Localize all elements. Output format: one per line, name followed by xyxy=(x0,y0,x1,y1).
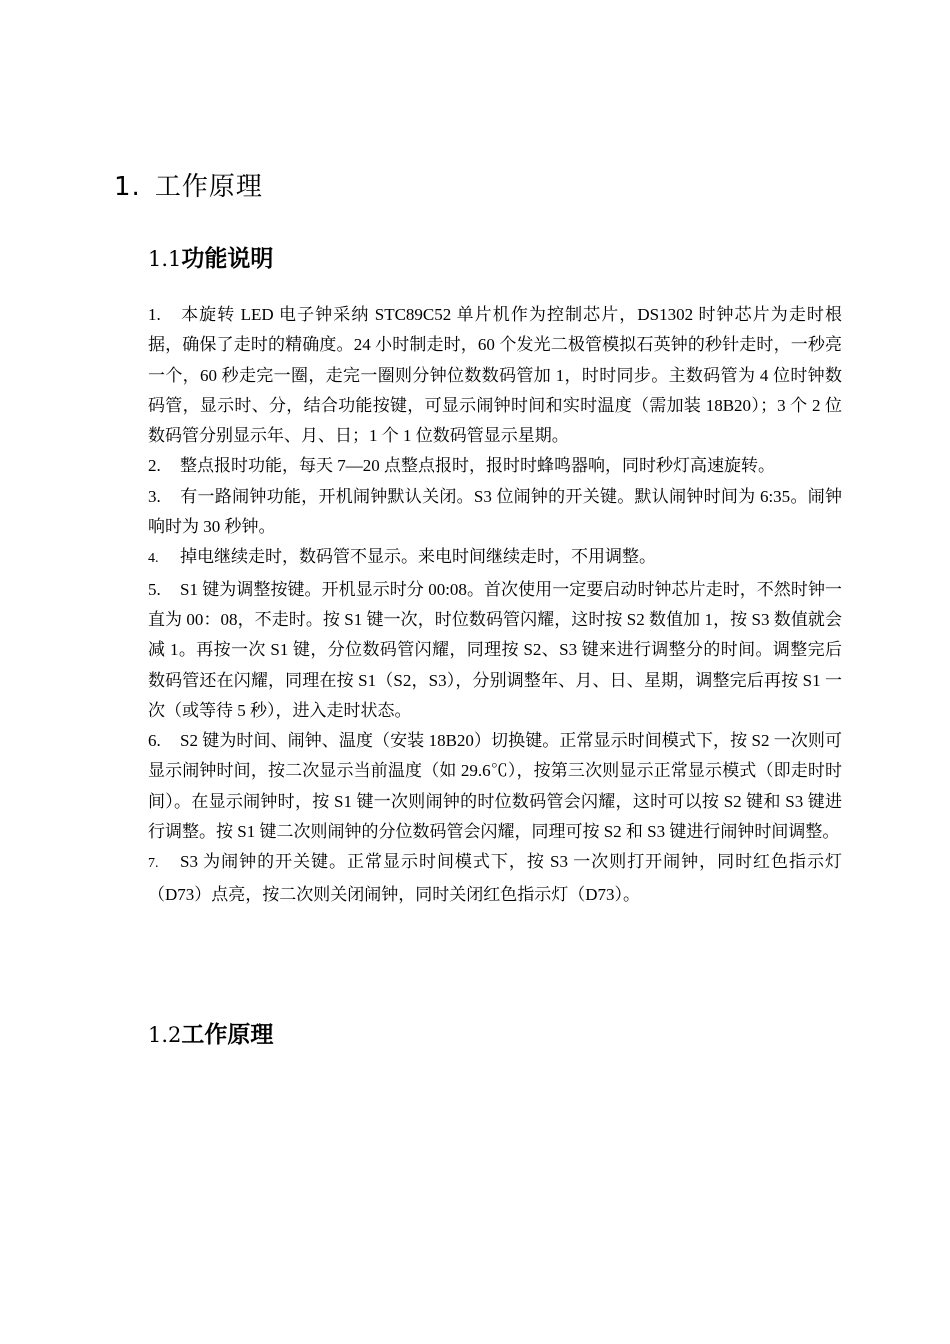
function-description xyxy=(148,300,842,910)
list-item-number: 4. xyxy=(148,551,159,567)
list-item xyxy=(148,451,842,481)
section-heading-1-1 xyxy=(148,240,273,273)
list-item-text: 掉电继续走时，数码管不显示。来电时间继续走时，不用调整。 xyxy=(180,547,656,567)
list-item xyxy=(148,847,842,910)
list-item-text: 本旋转 LED 电子钟采纳 STC89C52 单片机作为控制芯片，DS1302 时钟芯片为走时根据，确保了走时的精确度。24 小时制走时，60 个发光二极管模拟石英钟的秒针走时，一秒亮一个，60 秒走完一圈，走完一圈则分钟位数数码管加 1，时时同步。主数码管为 4 位时钟数码管，显示时、分，结合功能按键，可显示闹钟时间和实时温度（需加装 18B20）；3 个 2 位数码管分别显示年、月、日；1 个 1 位数码管显示星期。 xyxy=(148,305,842,446)
list-item xyxy=(148,482,842,543)
heading-1 xyxy=(114,166,263,203)
list-item-text: 有一路闹钟功能，开机闹钟默认关闭。S3 位闹钟的开关键。默认闹钟时间为 6:35。闹钟响时为 30 秒钟。 xyxy=(148,486,842,537)
list-item-number: 5. xyxy=(148,579,161,599)
list-item xyxy=(148,575,842,726)
section-1-2-number: 1.2 xyxy=(148,1023,182,1047)
list-item-number: 6. xyxy=(148,731,161,751)
section-1-1-title: 功能说明 xyxy=(181,246,274,272)
section-1-2-title: 工作原理 xyxy=(181,1022,274,1048)
list-item-number: 2. xyxy=(148,456,161,476)
list-item xyxy=(148,726,842,847)
list-item xyxy=(148,542,842,574)
list-item-number: 1. xyxy=(148,305,161,324)
heading-1-title: 工作原理 xyxy=(154,172,263,202)
list-item-text: S3 为闹钟的开关键。正常显示时间模式下，按 S3 一次则打开闹钟，同时红色指示灯（D73）点亮，按二次则关闭闹钟，同时关闭红色指示灯（D73）。 xyxy=(148,852,842,904)
list-item-text: S2 键为时间、闹钟、温度（安装 18B20）切换键。正常显示时间模式下，按 S2 一次则可显示闹钟时间，按二次显示当前温度（如 29.6℃），按第三次则显示正常显示模式（即走时时间）。在显示闹钟时，按 S1 键一次则闹钟的时位数码管会闪耀，这时可以按 S2 键和 S3 键进行调整。按 S1 键二次则闹钟的分位数码管会闪耀，同理可按 S2 和 S3 键进行闹钟时间调整。 xyxy=(148,731,842,842)
list-item xyxy=(148,300,842,451)
section-heading-1-2 xyxy=(148,1016,273,1049)
list-item-number: 7. xyxy=(148,856,159,872)
heading-1-number: 1. xyxy=(114,172,141,202)
list-item-text: 整点报时功能，每天 7—20 点整点报时，报时时蜂鸣器响，同时秒灯高速旋转。 xyxy=(180,456,775,476)
section-1-1-number: 1.1 xyxy=(148,247,182,271)
list-item-text: S1 键为调整按键。开机显示时分 00:08。首次使用一定要启动时钟芯片走时，不然时钟一直为 00：08，不走时。按 S1 键一次，时位数码管闪耀，这时按 S2 数值加 1，按 S3 数值就会减 1。再按一次 S1 键，分位数码管闪耀，同理按 S2、S3 键来进行调整分的时间。调整完后数码管还在闪耀，同理在按 S1（S2，S3），分别调整年、月、日、星期，调整完后再按 S1 一次（或等待 5 秒），进入走时状态。 xyxy=(148,579,842,720)
list-item-number: 3. xyxy=(148,486,161,506)
